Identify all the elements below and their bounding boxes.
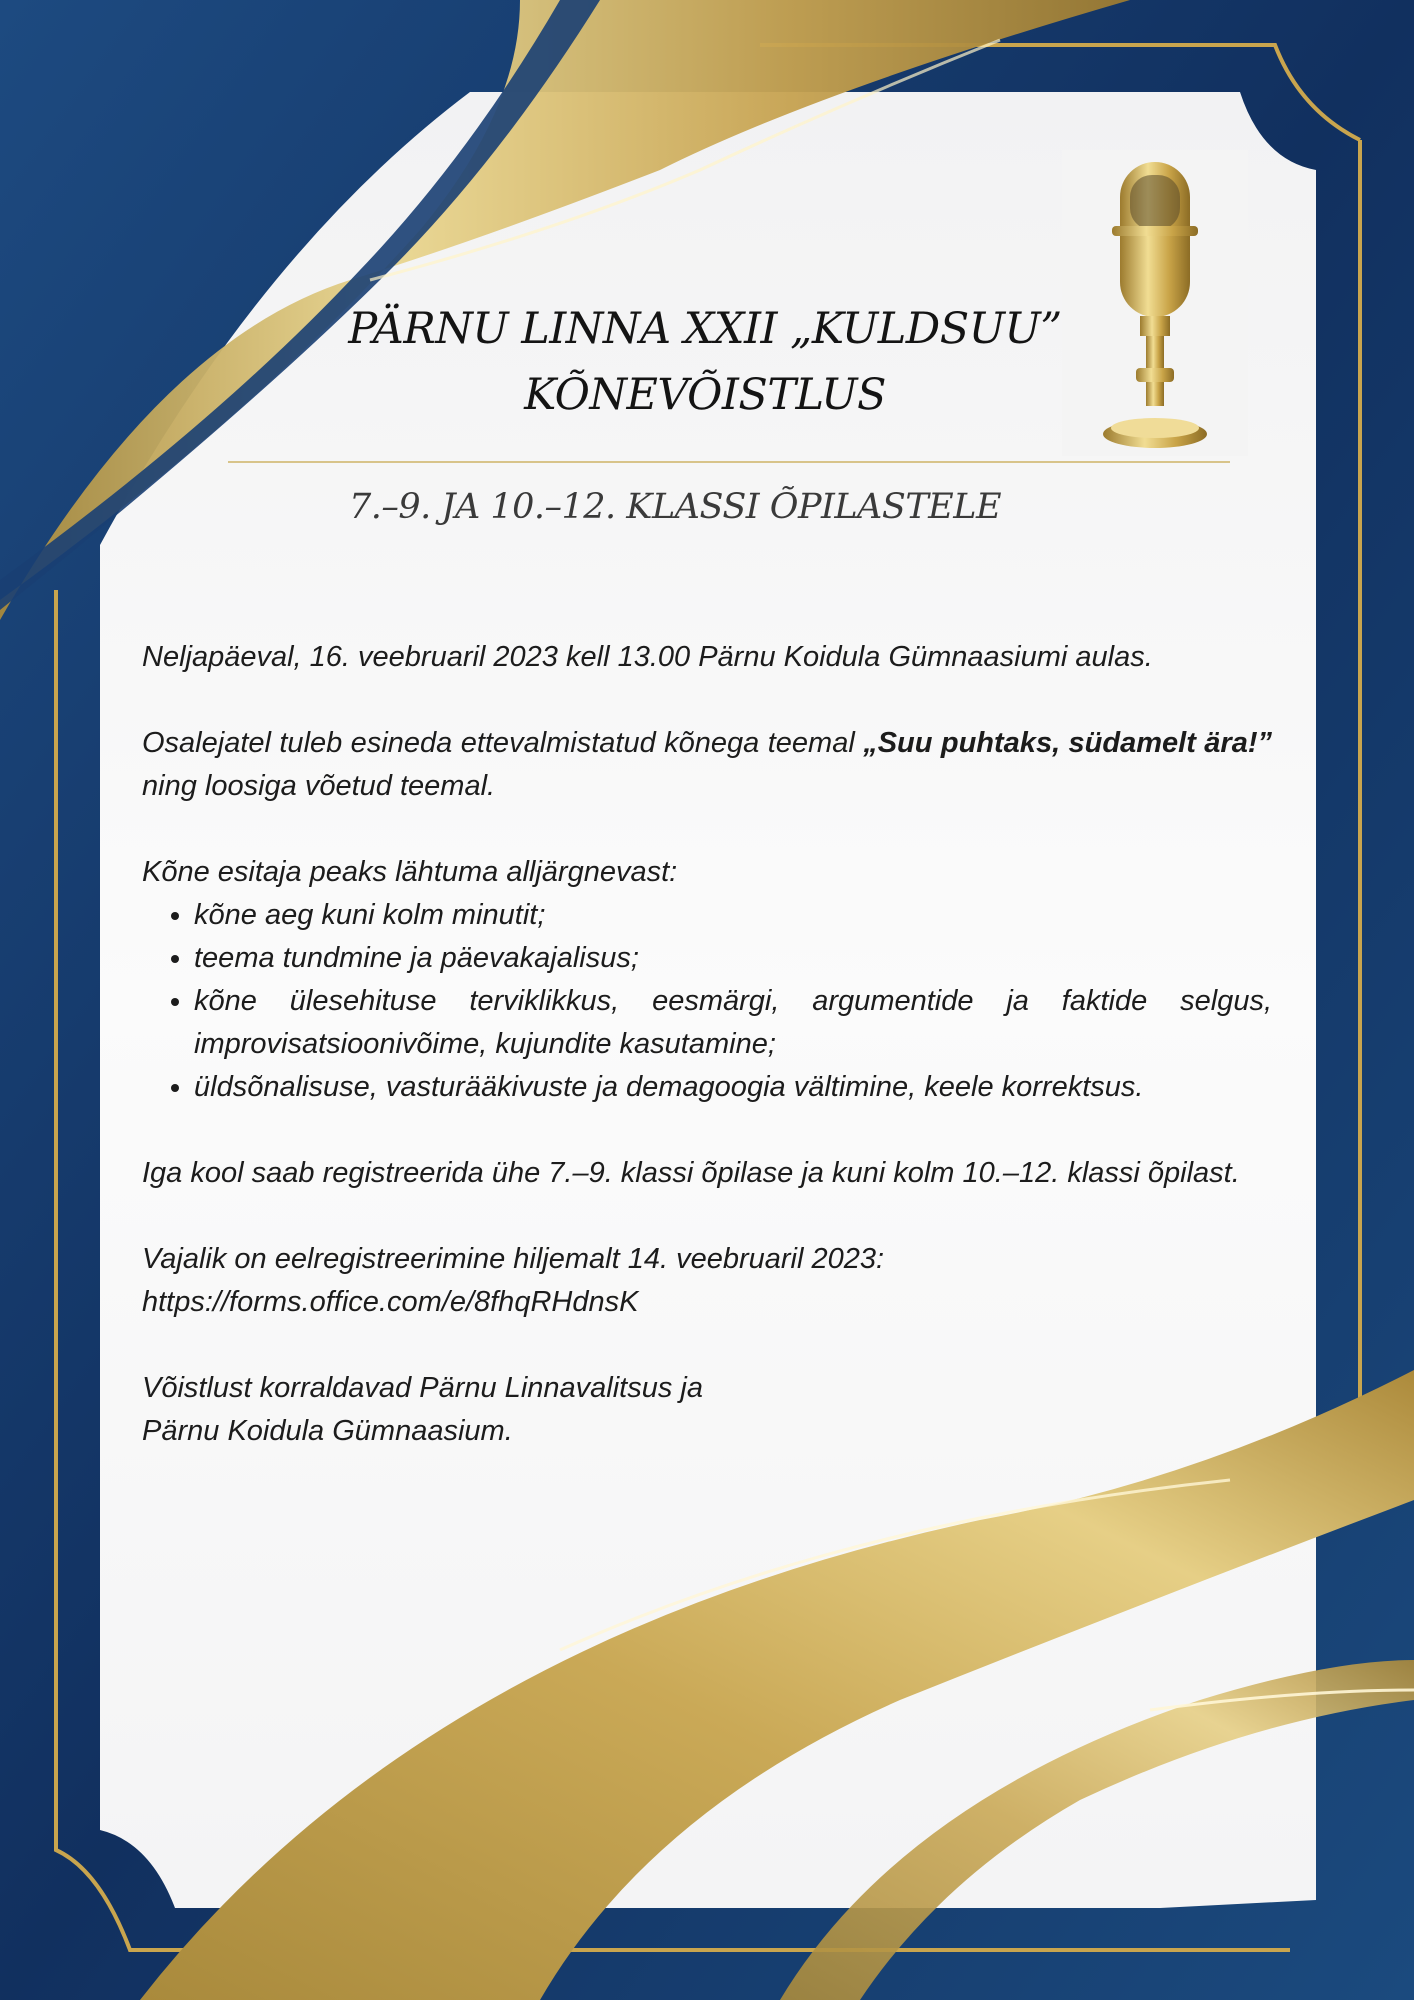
organizers-line-1: Võistlust korraldavad Pärnu Linnavalitsus ja — [142, 1372, 703, 1404]
preregistration-paragraph — [142, 1238, 1272, 1324]
event-line-2: aulas. — [1075, 641, 1153, 673]
task-rest: ning loosiga võetud teemal. — [142, 770, 496, 802]
criteria-intro: Kõne esitaja peaks lähtuma alljärgnevast: — [142, 856, 678, 888]
criteria-item: • kõne ülesehituse terviklikkus, eesmärgi, argumentide ja faktide selgus, improvisatsioonivõime, kujundite kasutamine; — [194, 980, 1272, 1066]
preregistration-text: Vajalik on eelregistreerimine hiljemalt 14. veebruaril 2023: — [142, 1243, 885, 1275]
criteria-item: • kõne aeg kuni kolm minutit; — [194, 894, 1272, 937]
preregistration-link[interactable]: https://forms.office.com/e/8fhqRHdnsK — [142, 1286, 639, 1318]
task-paragraph — [142, 722, 1272, 808]
poster-body — [142, 636, 1272, 1496]
poster-title-line-2: KÕNEVÕISTLUS — [524, 370, 886, 420]
criteria-list — [142, 894, 1272, 1109]
organizers-paragraph — [142, 1367, 1272, 1453]
criteria-item: • üldsõnalisuse, vasturääkivuste ja demagoogia vältimine, keele korrektsus. — [194, 1066, 1272, 1109]
poster-subtitle: 7.–9. JA 10.–12. KLASSI ÕPILASTELE — [349, 487, 1001, 527]
registration-limit: Iga kool saab registreerida ühe 7.–9. klassi õpilase ja kuni kolm 10.–12. klassi õpilast. — [142, 1157, 1240, 1189]
title-divider — [228, 461, 1230, 463]
task-intro: Osalejatel tuleb esineda ettevalmistatud kõnega teemal — [142, 727, 855, 759]
poster-title — [310, 296, 1100, 428]
event-paragraph — [142, 636, 1272, 679]
event-line-1: Neljapäeval, 16. veebruaril 2023 kell 13.00 Pärnu Koidula Gümnaasiumi — [142, 641, 1068, 673]
criteria-item: • teema tundmine ja päevakajalisus; — [194, 937, 1272, 980]
task-topic: „Suu puhtaks, südamelt ära!” — [863, 727, 1272, 759]
poster-title-line-1: PÄRNU LINNA XXII „KULDSUU” — [348, 304, 1062, 354]
organizers-line-2: Pärnu Koidula Gümnaasium. — [142, 1415, 513, 1447]
